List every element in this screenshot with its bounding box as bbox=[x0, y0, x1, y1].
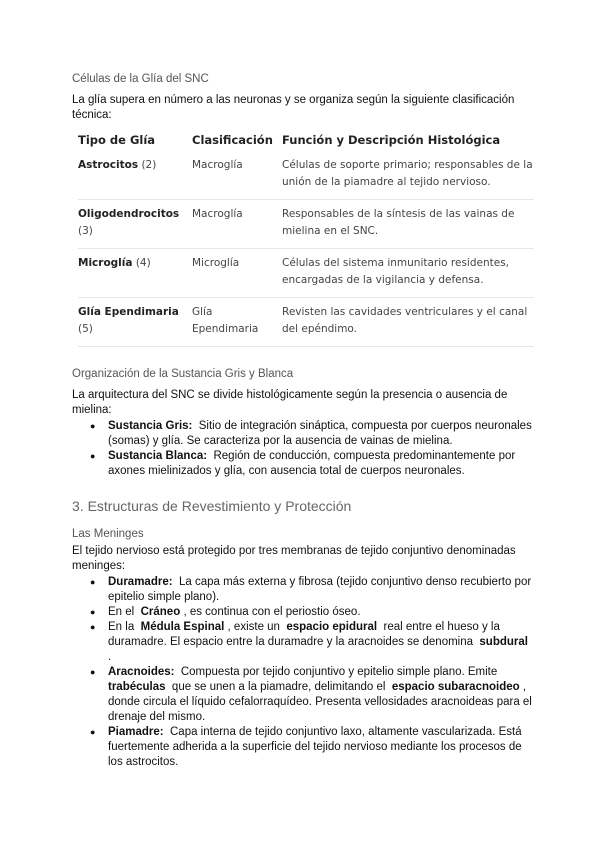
list-item: ● En el Cráneo , es continua con el periostio óseo. bbox=[108, 605, 532, 620]
glia-type-cell: Oligodendrocitos (3) bbox=[78, 200, 192, 249]
table-row bbox=[78, 157, 534, 200]
glia-type-cell: Astrocitos (2) bbox=[78, 159, 157, 171]
gray-white-intro: La arquitectura del SNC se divide histológicamente según la presencia o ausencia de mielina: bbox=[72, 389, 508, 416]
list-item: ● Sustancia Blanca: Región de conducción, compuesta predominantemente por axones mielinizados y glía, con ausencia total de cuerpos neuronales. bbox=[108, 449, 532, 479]
meninges-list bbox=[72, 575, 532, 770]
document-page bbox=[72, 72, 532, 770]
table-row bbox=[78, 200, 534, 249]
glia-class-cell: Microglía bbox=[192, 249, 282, 298]
table-header: Tipo de Glía bbox=[78, 133, 156, 147]
glia-desc-cell: Células del sistema inmunitario residentes, encargadas de la vigilancia y defensa. bbox=[282, 249, 534, 298]
glia-type-cell: Glía Ependimaria (5) bbox=[78, 298, 192, 347]
list-item: ● Sustancia Gris: Sitio de integración sináptica, compuesta por cuerpos neuronales (somas) y glía. Se caracteriza por la ausencia de vainas de mielina. bbox=[108, 419, 532, 449]
list-item: ● Piamadre: Capa interna de tejido conjuntivo laxo, altamente vascularizada. Está fuertemente adherida a la superficie del tejido nervioso mediante los procesos de los astrocitos. bbox=[108, 725, 532, 770]
glia-class-cell: Glía Ependimaria bbox=[192, 298, 282, 347]
glia-class-cell: Macroglía bbox=[192, 200, 282, 249]
table-header-row bbox=[78, 130, 534, 157]
glia-desc-cell: Células de soporte primario; responsables de la unión de la piamadre al tejido nervioso. bbox=[282, 159, 533, 188]
glia-desc-cell: Revisten las cavidades ventriculares y el canal del epéndimo. bbox=[282, 298, 534, 347]
meninges-intro: El tejido nervioso está protegido por tres membranas de tejido conjuntivo denominadas meninges: bbox=[72, 545, 516, 572]
table-header: Clasificación bbox=[192, 133, 273, 147]
gray-white-list bbox=[72, 419, 532, 479]
list-item: ● Aracnoides: Compuesta por tejido conjuntivo y epitelio simple plano. Emite trabéculas que se unen a la piamadre, delimitando el espacio subaracnoideo , donde circula el líquido cefalorraquídeo. Presenta vellosidades aracnoideas para el drenaje del mismo. bbox=[108, 665, 532, 725]
list-item: ● Duramadre: La capa más externa y fibrosa (tejido conjuntivo denso recubierto por epitelio simple plano). bbox=[108, 575, 532, 605]
glia-heading: Células de la Glía del SNC bbox=[72, 73, 209, 85]
table-row bbox=[78, 249, 534, 298]
glia-type-cell: Microglía (4) bbox=[78, 249, 192, 298]
table-header: Función y Descripción Histológica bbox=[282, 133, 501, 147]
glia-class-cell: Macroglía bbox=[192, 159, 243, 171]
glia-table bbox=[78, 130, 534, 347]
glia-intro: La glía supera en número a las neuronas y se organiza según la siguiente clasificación técnica: bbox=[72, 94, 515, 121]
gray-white-heading: Organización de la Sustancia Gris y Blanca bbox=[72, 368, 294, 380]
table-row bbox=[78, 298, 534, 347]
section-3-title: 3. Estructuras de Revestimiento y Protección bbox=[72, 498, 352, 514]
glia-desc-cell: Responsables de la síntesis de las vainas de mielina en el SNC. bbox=[282, 200, 534, 249]
meninges-heading: Las Meninges bbox=[72, 528, 144, 540]
list-item: ● En la Médula Espinal , existe un espacio epidural real entre el hueso y la duramadre. El espacio entre la duramadre y la aracnoides se denomina subdural . bbox=[108, 620, 532, 665]
